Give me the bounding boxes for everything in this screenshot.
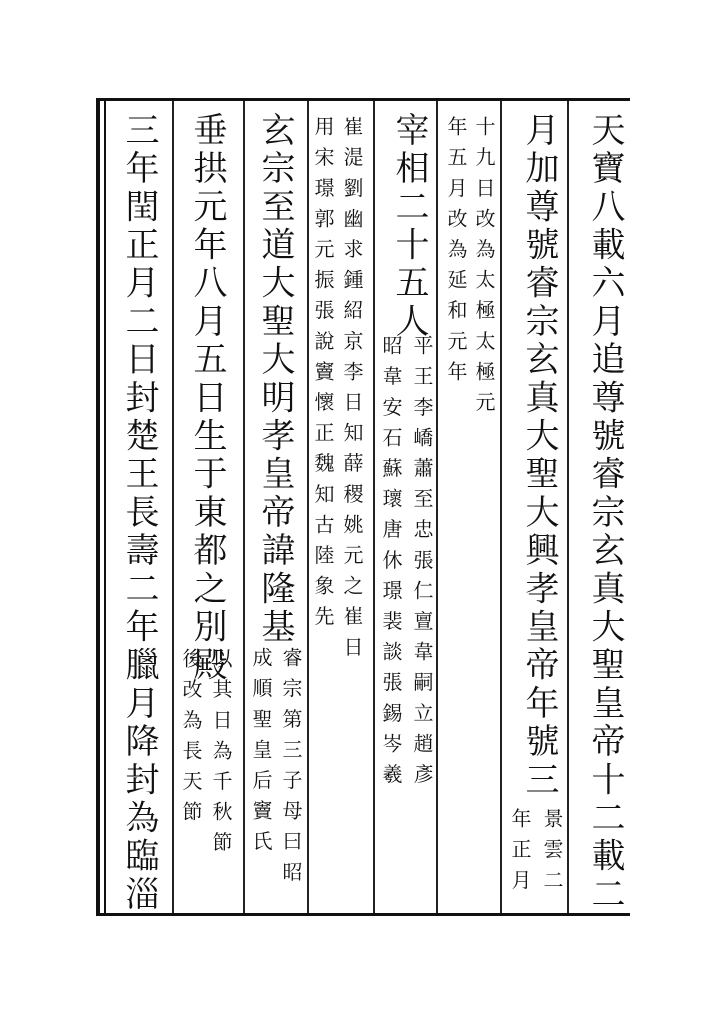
emperor-title: 玄宗至道大聖大明孝皇帝諱隆基 (255, 112, 295, 647)
emperor-note-a: 睿宗第三子母曰昭 (279, 647, 303, 892)
text-column-2: 月加尊號睿宗玄真大聖大興孝皇帝年號三 (519, 112, 559, 800)
birth-record: 垂拱元年八月五日生于東都之別殿 (187, 112, 227, 685)
annotation-2a: 景雲二 (540, 808, 564, 900)
chancellors-list-d: 用宋璟郭元振張說竇懷正魏知古陸象先 (311, 116, 335, 637)
column-rule (307, 101, 309, 913)
chancellors-list-c: 崔湜劉幽求鍾紹京李日知薛稷姚元之崔日 (340, 116, 364, 667)
inner-border-line (104, 101, 106, 913)
annotation-3: 十九日改為太極太極元 (472, 116, 496, 422)
column-rule (373, 101, 375, 913)
column-rule (172, 101, 174, 913)
annotation-4: 年五月改為延和元年 (444, 116, 468, 392)
chancellors-heading: 宰相二十五人 (389, 112, 429, 342)
column-rule (436, 101, 438, 913)
annotation-2b: 年正月 (508, 808, 532, 900)
column-rule (567, 101, 569, 913)
text-column-1: 天寶八載六月追尊號睿宗玄真大聖皇帝十二載二 (585, 112, 625, 915)
chancellors-list-b: 昭韋安石蘇瓌唐休璟裴談張錫岑羲 (379, 335, 403, 794)
column-rule (243, 101, 245, 913)
emperor-note-b: 成順聖皇后竇氏 (249, 647, 273, 862)
birth-note-a: 以其日為千秋節 (209, 648, 233, 863)
chancellors-list-a: 平王李嶠蕭至忠張仁亶韋嗣立趙彥 (410, 335, 434, 794)
text-column-last: 三年閏正月二日封楚王長壽二年臘月降封為臨淄 (119, 112, 159, 915)
column-rule (500, 101, 502, 913)
birth-note-b: 後改為長天節 (179, 648, 203, 832)
